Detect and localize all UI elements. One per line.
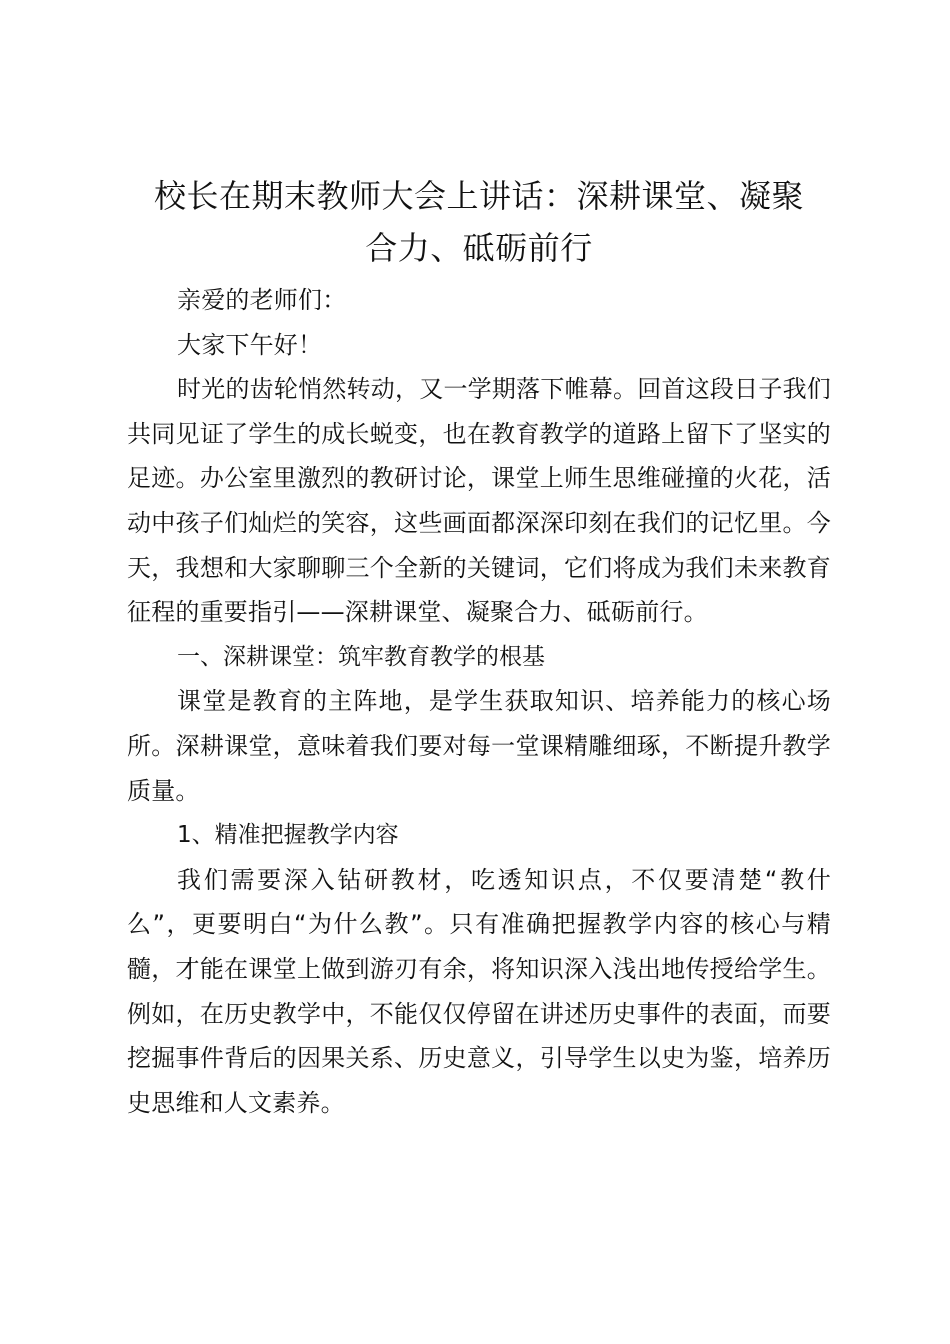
intro-paragraph: 时光的齿轮悄然转动，又一学期落下帷幕。回首这段日子我们共同见证了学生的成长蜕变，也在教育教学的道路上留下了坚实的足迹。办公室里激烈的教研讨论，课堂上师生思维碰撞的火花，活动中孩子们灿烂的笑容，这些画面都深深印刻在我们的记忆里。今天，我想和大家聊聊三个全新的关键词，它们将成为我们未来教育征程的重要指引——深耕课堂、凝聚合力、砥砺前行。 bbox=[127, 375, 831, 627]
salutation: 亲爱的老师们： bbox=[177, 286, 347, 314]
greeting: 大家下午好！ bbox=[177, 330, 323, 359]
subsection-1-heading: 1、精准把握教学内容 bbox=[177, 822, 399, 849]
subsection-1-paragraph: 我们需要深入钻研教材，吃透知识点，不仅要清楚“教什么”，更要明白“为什么教”。只有准确把握教学内容的核心与精髓，才能在课堂上做到游刃有余，将知识深入浅出地传授给学生。例如，在历史教学中，不能仅仅停留在讲述历史事件的表面，而要挖掘事件背后的因果关系、历史意义，引导学生以史为鉴，培养历史思维和人文素养。 bbox=[127, 865, 831, 1117]
title-line-2: 合力、砥砺前行 bbox=[365, 229, 593, 267]
section-1-heading: 一、深耕课堂：筑牢教育教学的根基 bbox=[177, 643, 545, 670]
document-title bbox=[127, 170, 831, 274]
section-1-paragraph: 课堂是教育的主阵地，是学生获取知识、培养能力的核心场所。深耕课堂，意味着我们要对每一堂课精雕细琢，不断提升教学质量。 bbox=[127, 687, 831, 805]
title-line-1: 校长在期末教师大会上讲话：深耕课堂、凝聚 bbox=[153, 177, 804, 215]
document-page bbox=[127, 170, 831, 1125]
